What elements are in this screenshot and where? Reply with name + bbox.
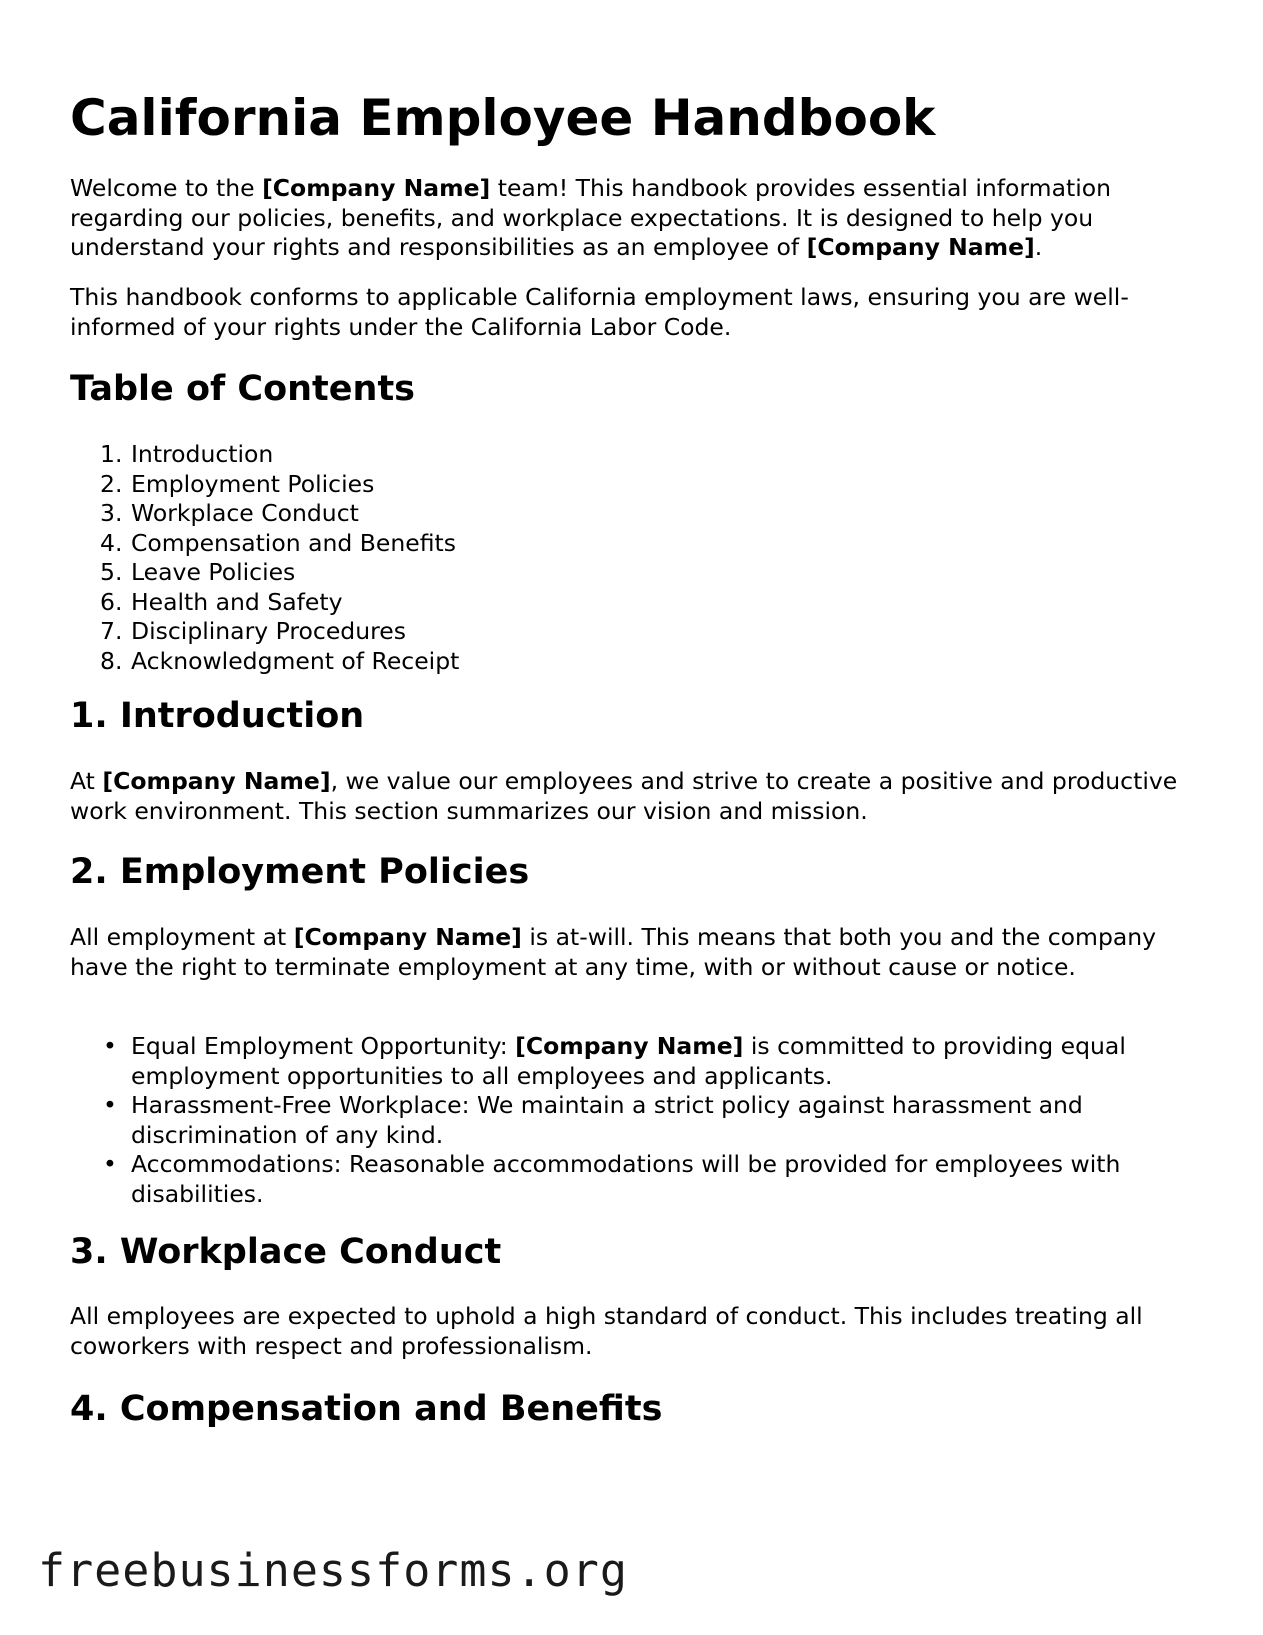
company-name-placeholder: [Company Name]	[102, 767, 331, 795]
company-name-placeholder: [Company Name]	[293, 923, 522, 951]
section-1-heading: 1. Introduction	[70, 696, 365, 736]
toc-heading: Table of Contents	[70, 369, 416, 409]
toc-item-label: Acknowledgment of Receipt	[131, 646, 460, 675]
toc-item-number: 2.	[100, 469, 123, 498]
section-2-heading: 2. Employment Policies	[70, 852, 530, 892]
section-3-paragraph: All employees are expected to uphold a high standard of conduct. This includes treating all coworkers with respect and professionalism.	[70, 1302, 1143, 1360]
toc-item-label: Introduction	[131, 440, 274, 468]
section-3-heading: 3. Workplace Conduct	[70, 1232, 502, 1272]
toc-item-disciplinary-procedures[interactable]	[70, 617, 459, 647]
document-title: California Employee Handbook	[70, 89, 936, 147]
bullet-dot-icon: •	[103, 1091, 117, 1119]
intro-paragraph-2: This handbook conforms to applicable California employment laws, ensuring you are well-informed of your rights under the California Labor Code.	[70, 283, 1129, 341]
toc-item-number: 3.	[100, 499, 123, 527]
toc-item-label: Workplace Conduct	[131, 499, 359, 527]
toc-item-acknowledgment[interactable]	[70, 647, 459, 677]
intro-text-c: .	[1034, 233, 1043, 261]
toc-list	[70, 440, 459, 676]
bullet-accommodations	[70, 1150, 1196, 1209]
bullet-dot-icon: •	[103, 1032, 117, 1060]
section-1-text-a: At	[70, 767, 103, 795]
toc-item-label: Disciplinary Procedures	[131, 617, 406, 645]
company-name-placeholder: [Company Name]	[262, 174, 491, 202]
intro-paragraph-1	[70, 174, 1195, 263]
section-2-text-a: All employment at	[70, 923, 294, 951]
intro-text-a: Welcome to the	[70, 174, 263, 202]
section-1-paragraph	[70, 767, 1195, 826]
toc-item-number: 4.	[100, 528, 123, 557]
section-2-bullet-list	[70, 1032, 1196, 1209]
section-1-text-b: , we value our employees and strive to create a positive and productive work environment. This section summarizes our vision and mission.	[70, 767, 1178, 825]
bullet-text-a: Equal Employment Opportunity:	[131, 1032, 516, 1060]
toc-item-leave-policies[interactable]	[70, 558, 459, 588]
toc-item-label: Compensation and Benefits	[131, 528, 456, 557]
bullet-equal-employment	[70, 1032, 1196, 1091]
bullet-text-b: is committed to providing equal employment opportunities to all employees and applicants.	[131, 1032, 1126, 1090]
company-name-placeholder: [Company Name]	[806, 233, 1035, 261]
section-2-paragraph	[70, 923, 1195, 982]
toc-item-number: 1.	[100, 440, 123, 468]
toc-item-number: 5.	[100, 558, 123, 586]
toc-item-compensation-benefits[interactable]	[70, 529, 459, 559]
toc-item-label: Health and Safety	[131, 587, 343, 616]
bullet-text: Accommodations: Reasonable accommodations will be provided for employees with disabilities.	[131, 1150, 1121, 1208]
section-4-heading: 4. Compensation and Benefits	[70, 1389, 663, 1429]
bullet-harassment-free	[70, 1091, 1196, 1150]
toc-item-health-safety[interactable]	[70, 588, 459, 618]
company-name-placeholder: [Company Name]	[515, 1032, 744, 1060]
toc-item-label: Leave Policies	[131, 558, 296, 586]
toc-item-workplace-conduct[interactable]	[70, 499, 459, 529]
toc-item-employment-policies[interactable]	[70, 470, 459, 500]
intro-text-b: team! This handbook provides essential information regarding our policies, benefits, and workplace expectations. It is designed to help you understand your rights and responsibilities as an employee of	[70, 174, 1111, 261]
section-2-text-b: is at-will. This means that both you and the company have the right to terminate employment at any time, with or without cause or notice.	[70, 923, 1157, 981]
watermark-text: freebusinessforms.org	[38, 1544, 628, 1597]
toc-item-number: 8.	[100, 646, 123, 675]
bullet-dot-icon: •	[103, 1150, 117, 1178]
bullet-text: Harassment-Free Workplace: We maintain a strict policy against harassment and discrimination of any kind.	[131, 1091, 1083, 1149]
toc-item-label: Employment Policies	[131, 469, 375, 498]
toc-item-number: 6.	[100, 587, 123, 616]
toc-item-number: 7.	[100, 617, 123, 645]
toc-item-introduction[interactable]	[70, 440, 459, 470]
